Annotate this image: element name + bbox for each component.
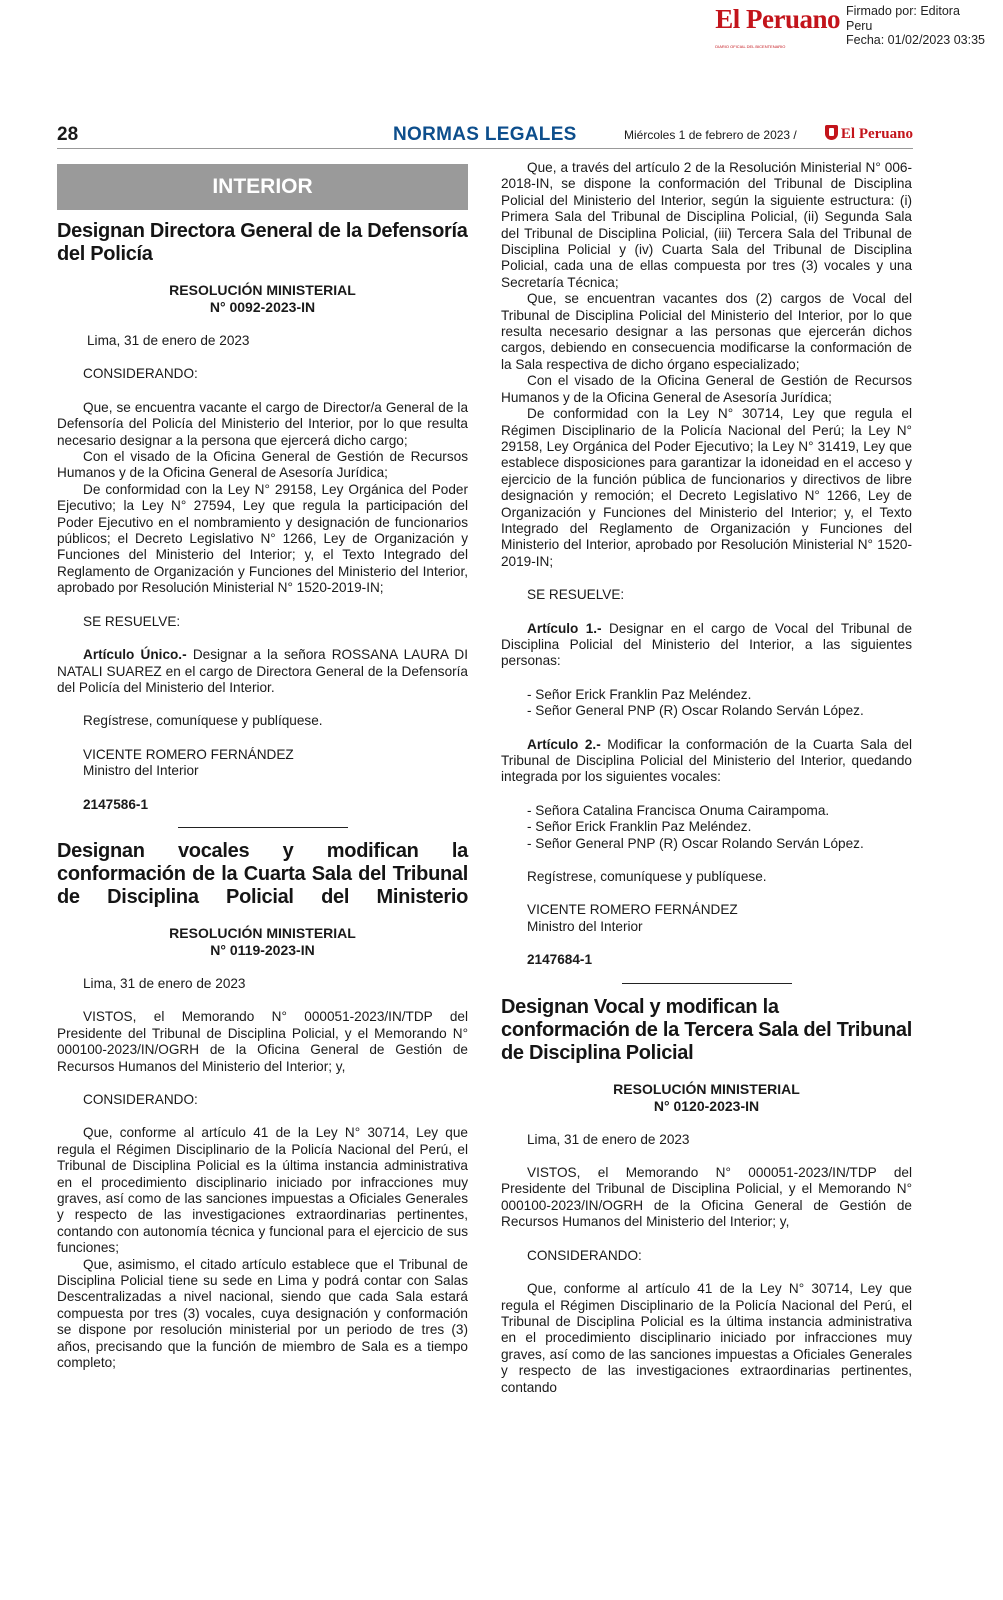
res1-closing: Regístrese, comuníquese y publíquese. — [83, 713, 323, 729]
res2-vistos: VISTOS, el Memorando N° 000051-2023/IN/TDP del Presidente del Tribunal de Disciplina Policial, y el Memorando N° 000100-2023/IN/OGRH de la Oficina General de Gestión de Recursos Humanos del Ministerio del Interior; y, — [57, 1009, 468, 1074]
res2-article-1-label: Artículo 1.- — [527, 620, 602, 636]
coat-of-arms-icon — [825, 125, 838, 140]
res2-paragraph: Que, se encuentran vacantes dos (2) cargos de Vocal del Tribunal de Disciplina Policial del Ministerio del Interior, por lo que resulta necesario designar a las personas que ejercerán dichos cargos, debiendo en consecuencia modificarse la conformación de la Sala respectiva de dicho órgano especializado; — [501, 291, 912, 372]
res2-paragraph: Que, a través del artículo 2 de la Resolución Ministerial N° 006-2018-IN, se dispone la conformación del Tribunal de Disciplina Policial del Ministerio del Interior, según la siguiente estructura: (i) Primera Sala del Tribunal de Disciplina Policial, (ii) Segunda Sala del Tribunal de Disciplina Policial, (iii) Tercera Sala del Tribunal de Disciplina Policial y (iv) Cuarta Sala del Tribunal de Disciplina Policial, cada una de ellas compuesta por tres (3) vocales y una Secretaría Técnica; — [501, 160, 912, 290]
page-header — [57, 124, 913, 149]
res1-paragraph: Con el visado de la Oficina General de Gestión de Recursos Humanos y de la Oficina General de Asesoría Jurídica; — [57, 449, 468, 481]
res2-number: N° 0119-2023-IN — [210, 941, 315, 958]
sig-logo-text: El Peruano — [715, 4, 840, 34]
section-band: INTERIOR — [57, 164, 468, 210]
res1-signer-title: Ministro del Interior — [83, 763, 199, 779]
res3-vistos: VISTOS, el Memorando N° 000051-2023/IN/TDP del Presidente del Tribunal de Disciplina Policial, y el Memorando N° 000100-2023/IN/OGRH de la Oficina General de Gestión de Recursos Humanos del Ministerio del Interior; y, — [501, 1165, 912, 1230]
section-title: NORMAS LEGALES — [393, 124, 577, 145]
res1-paragraph: De conformidad con la Ley N° 29158, Ley Orgánica del Poder Ejecutivo; la Ley N° 27594, Ley que regula la participación del Poder Ejecutivo en el nombramiento y designación de funcionarios públicos; el Decreto Legislativo N° 1266, Ley de Organización y Funciones del Ministerio del Interior; y, el Texto Integrado del Reglamento de Organización y Funciones del Ministerio del Interior, aprobado por Resolución Ministerial N° 1520-2019-IN; — [57, 481, 468, 596]
res2-signer-title: Ministro del Interior — [527, 918, 643, 934]
res1-paragraph: Que, se encuentra vacante el cargo de Director/a General de la Defensoría del Policía del Ministerio del Interior, por lo que resulta necesario designar a la persona que ejercerá dicho cargo; — [57, 399, 468, 448]
res3-paragraph: Que, conforme al artículo 41 de la Ley N° 30714, Ley que regula el Régimen Disciplinario de la Policía Nacional del Perú, el Tribunal de Disciplina Policial es la última instancia administrativa en el procedimiento disciplinario iniciado por infracciones muy graves, así como de las sanciones impuestas a Oficiales Generales y respecto de las investigaciones extraordinarias pertinentes, contando — [501, 1281, 912, 1395]
res2-paragraph: Con el visado de la Oficina General de Gestión de Recursos Humanos y de la Oficina General de Asesoría Jurídica; — [501, 373, 912, 405]
header-logo — [825, 125, 913, 143]
signature-stamp — [715, 4, 985, 48]
list-item: - Señor Erick Franklin Paz Meléndez. — [527, 819, 752, 835]
signature-text — [846, 4, 985, 48]
res1-signer: VICENTE ROMERO FERNÁNDEZ — [83, 746, 294, 762]
res3-title: Designan Vocal y modifican la conformación de la Tercera Sala del Tribunal de Disciplina Policial — [501, 995, 913, 1064]
res2-paragraph: Que, conforme al artículo 41 de la Ley N° 30714, Ley que regula el Régimen Disciplinario de la Policía Nacional del Perú, el Tribunal de Disciplina Policial es la última instancia administrativa en el procedimiento disciplinario iniciado por infracciones muy graves, así como de las sanciones impuestas a Oficiales Generales y respecto de las investigaciones extraordinarias pertinentes, contando con autonomía técnica y funcional para el ejercicio de sus funciones; — [57, 1125, 468, 1256]
res2-title: Designan vocales y modifican la conformación de la Cuarta Sala del Tribunal de Disciplina Policial del Ministerio — [57, 839, 468, 908]
res2-place-date: Lima, 31 de enero de 2023 — [83, 975, 246, 991]
res1-article-text: Designar a la señora ROSSANA LAURA DI NATALI SUAREZ en el cargo de Directora General de la Defensoría del Policía del Ministerio del Interior. — [57, 647, 468, 695]
header-logo-text: El Peruano — [840, 126, 913, 142]
res2-article-2-label: Artículo 2.- — [527, 736, 601, 752]
res2-article-2 — [501, 737, 912, 786]
res3-label: RESOLUCIÓN MINISTERIAL — [613, 1080, 800, 1097]
right-column — [501, 160, 912, 1396]
signature-line: Firmado por: Editora — [845, 4, 960, 18]
res1-code: 2147586-1 — [83, 796, 149, 812]
publication-date: Miércoles 1 de febrero de 2023 / — [624, 128, 797, 142]
res1-place-date: Lima, 31 de enero de 2023 — [87, 333, 250, 348]
list-item: - Señor Erick Franklin Paz Meléndez. — [527, 686, 752, 702]
list-item: - Señor General PNP (R) Oscar Rolando Serván López. — [527, 703, 864, 719]
el-peruano-logo — [715, 4, 846, 49]
res3-place-date: Lima, 31 de enero de 2023 — [527, 1131, 690, 1147]
res2-code: 2147684-1 — [527, 952, 593, 968]
res1-considerando: CONSIDERANDO: — [83, 366, 198, 382]
res2-article-2-text: Modificar la conformación de la Cuarta Sala del Tribunal de Disciplina Policial del Ministerio del Interior, quedando integrada por los siguientes vocales: — [501, 736, 912, 785]
res2-label: RESOLUCIÓN MINISTERIAL — [169, 924, 356, 941]
res3-considerando: CONSIDERANDO: — [527, 1247, 642, 1263]
sig-logo-subtitle: DIARIO OFICIAL DEL BICENTENARIO — [715, 44, 786, 49]
res2-paragraph: Que, asimismo, el citado artículo establece que el Tribunal de Disciplina Policial tiene su sede en Lima y podrá contar con Salas Descentralizadas a nivel nacional, siendo que cada Sala estará compuesta por tres (3) vocales, cuya designación y conformación se dispone por resolución ministerial por un periodo de tres (3) años, precisando que la función de miembro de Sala es a tiempo completo; — [57, 1256, 468, 1371]
left-column — [57, 160, 468, 1371]
res2-paragraph: De conformidad con la Ley N° 30714, Ley que regula el Régimen Disciplinario de la Policía Nacional del Perú; la Ley N° 29158, Ley Orgánica del Poder Ejecutivo; la Ley N° 31419, Ley que establece disposiciones para garantizar la idoneidad en el acceso y ejercicio de la función pública de funcionarios y directivos de libre designación y remoción; el Decreto Legislativo N° 1266, Ley de Organización y Funciones del Ministerio del Interior; y, el Texto Integrado del Reglamento de Organización y Funciones del Ministerio del Interior, aprobado por Resolución Ministerial N° 1520-2019-IN; — [501, 406, 912, 569]
res2-signer: VICENTE ROMERO FERNÁNDEZ — [527, 902, 738, 918]
res1-title: Designan Directora General de la Defensoría del Policía — [57, 220, 468, 265]
res1-label: RESOLUCIÓN MINISTERIAL — [169, 282, 356, 298]
res1-number: N° 0092-2023-IN — [209, 299, 316, 315]
res2-article-1 — [501, 621, 912, 670]
list-item: - Señor General PNP (R) Oscar Rolando Serván López. — [527, 835, 864, 851]
page-number: 28 — [57, 124, 79, 145]
res2-article-1-text: Designar en el cargo de Vocal del Tribunal de Disciplina Policial del Ministerio del Interior, a las siguientes personas: — [501, 620, 913, 669]
res2-considerando: CONSIDERANDO: — [83, 1091, 198, 1107]
list-item: - Señora Catalina Francisca Onuma Cairampoma. — [527, 802, 830, 818]
res3-number: N° 0120-2023-IN — [653, 1097, 760, 1114]
res2-closing: Regístrese, comuníquese y publíquese. — [527, 869, 767, 885]
signature-line: Peru — [845, 18, 873, 33]
signature-line: Fecha: 01/02/2023 03:35 — [845, 33, 985, 47]
res1-resuelve: SE RESUELVE: — [83, 613, 181, 629]
res1-article — [57, 647, 468, 696]
res2-resuelve: SE RESUELVE: — [527, 587, 625, 603]
res1-article-label: Artículo Único.- — [83, 647, 187, 663]
